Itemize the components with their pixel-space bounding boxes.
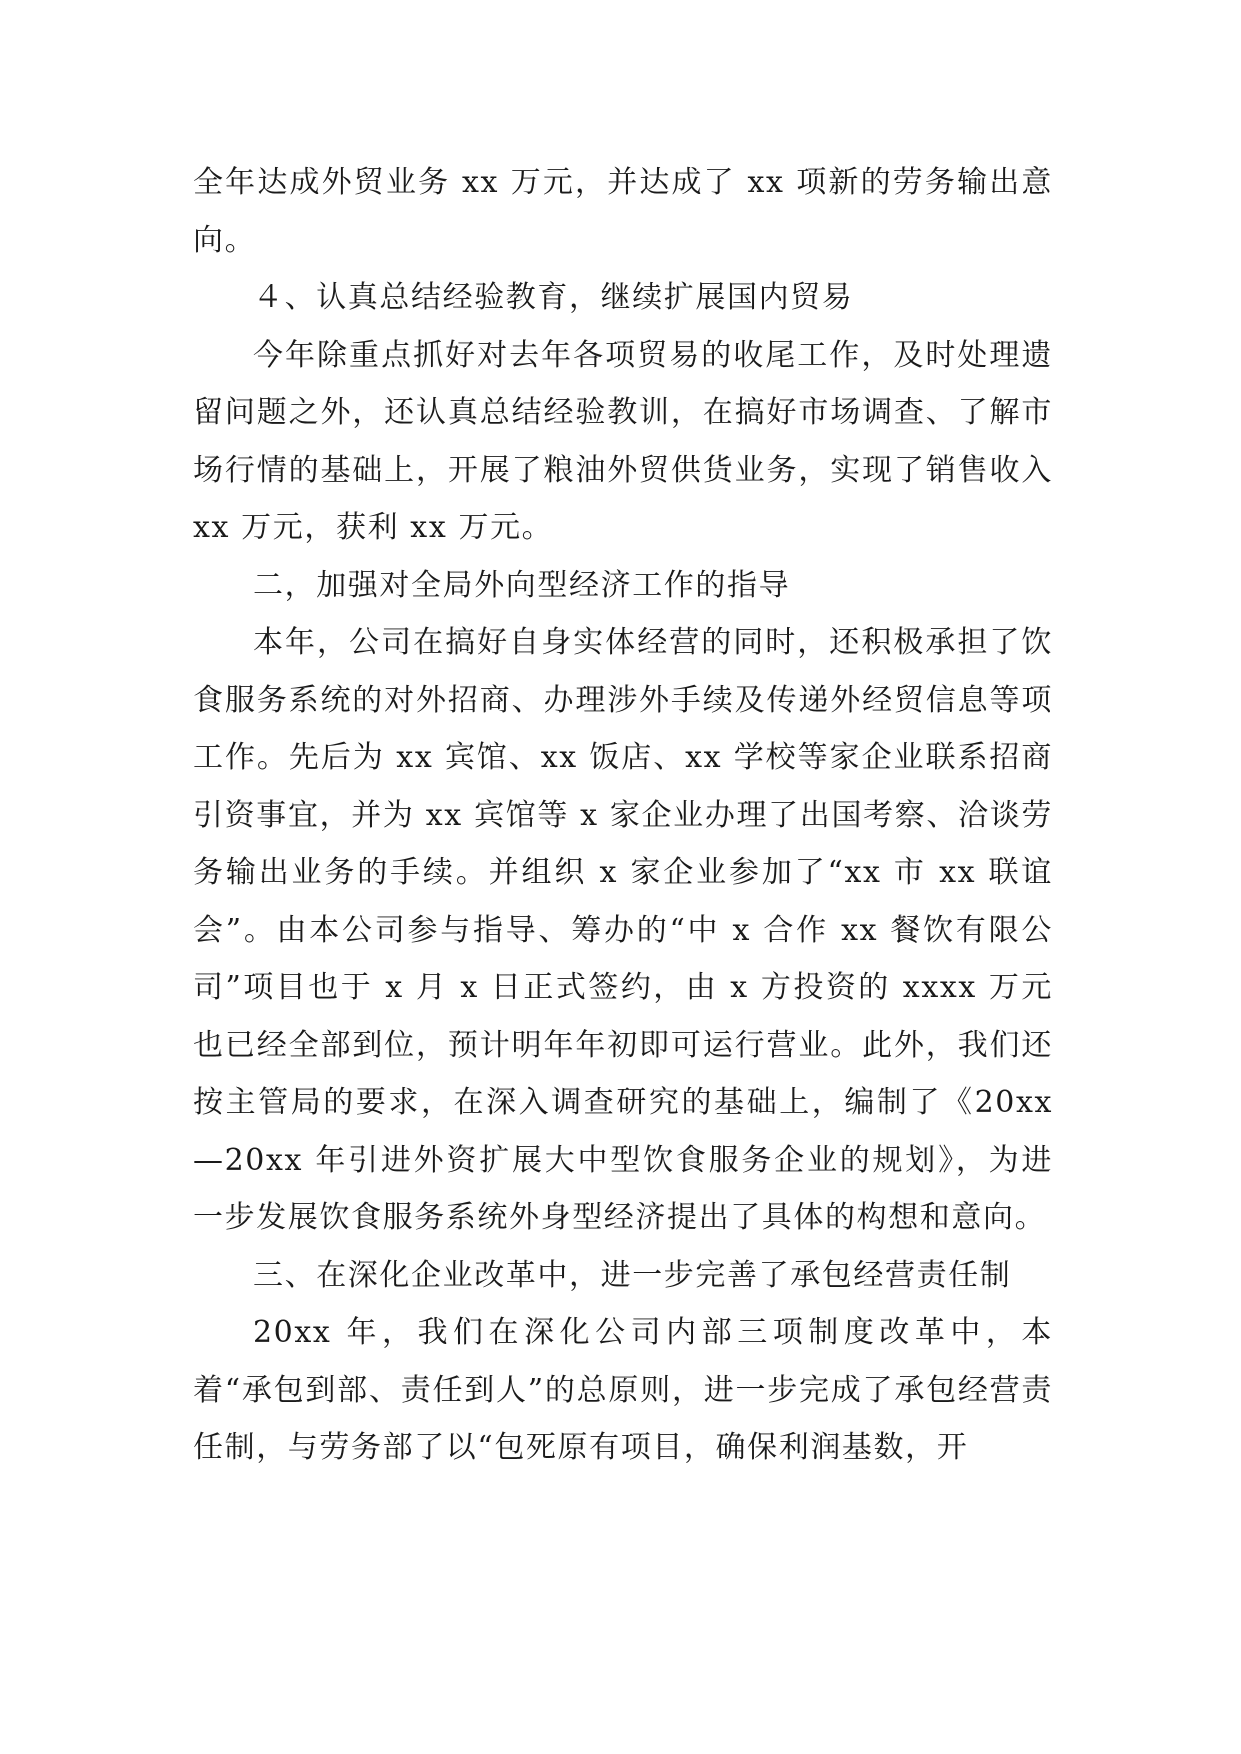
paragraph-section-three: 20xx 年，我们在深化公司内部三项制度改革中，本着“承包到部、责任到人”的总原则，进一步完成了承包经营责任制，与劳务部了以“包死原有项目，确保利润基数，开: [193, 1315, 1053, 1465]
paragraph-foreign-trade-summary: 全年达成外贸业务 xx 万元，并达成了 xx 项新的劳务输出意向。: [193, 165, 1053, 258]
paragraph-section-two: 本年，公司在搞好自身实体经营的同时，还积极承担了饮食服务系统的对外招商、办理涉外手续及传递外经贸信息等项工作。先后为 xx 宾馆、xx 饭店、xx 学校等家企业联系招商引资事宜，并为 xx 宾馆等 x 家企业办理了出国考察、洽谈劳务输出业务的手续。并组织 x 家企业参加了“xx 市 xx 联谊会”。由本公司参与指导、筹办的“中 x 合作 xx 餐饮有限公司”项目也于 x 月 x 日正式签约，由 x 方投资的 xxxx 万元也已经全部到位，预计明年年初即可运行营业。此外，我们还按主管局的要求，在深入调查研究的基础上，编制了《20xx—20xx 年引进外资扩展大中型饮食服务企业的规划》，为进一步发展饮食服务系统外身型经济提出了具体的构想和意向。: [193, 625, 1053, 1235]
paragraph-domestic-trade: 今年除重点抓好对去年各项贸易的收尾工作，及时处理遗留问题之外，还认真总结经验教训，在搞好市场调查、了解市场行情的基础上，开展了粮油外贸供货业务，实现了销售收入 xx 万元，获利 xx 万元。: [193, 337, 1053, 545]
heading-section-three: 三、在深化企业改革中，进一步完善了承包经营责任制: [253, 1257, 1012, 1293]
heading-domestic-trade: ４、认真总结经验教育，继续扩展国内贸易: [253, 280, 854, 315]
heading-section-two: 二，加强对全局外向型经济工作的指导: [253, 567, 791, 603]
document-body: [193, 154, 1053, 1477]
